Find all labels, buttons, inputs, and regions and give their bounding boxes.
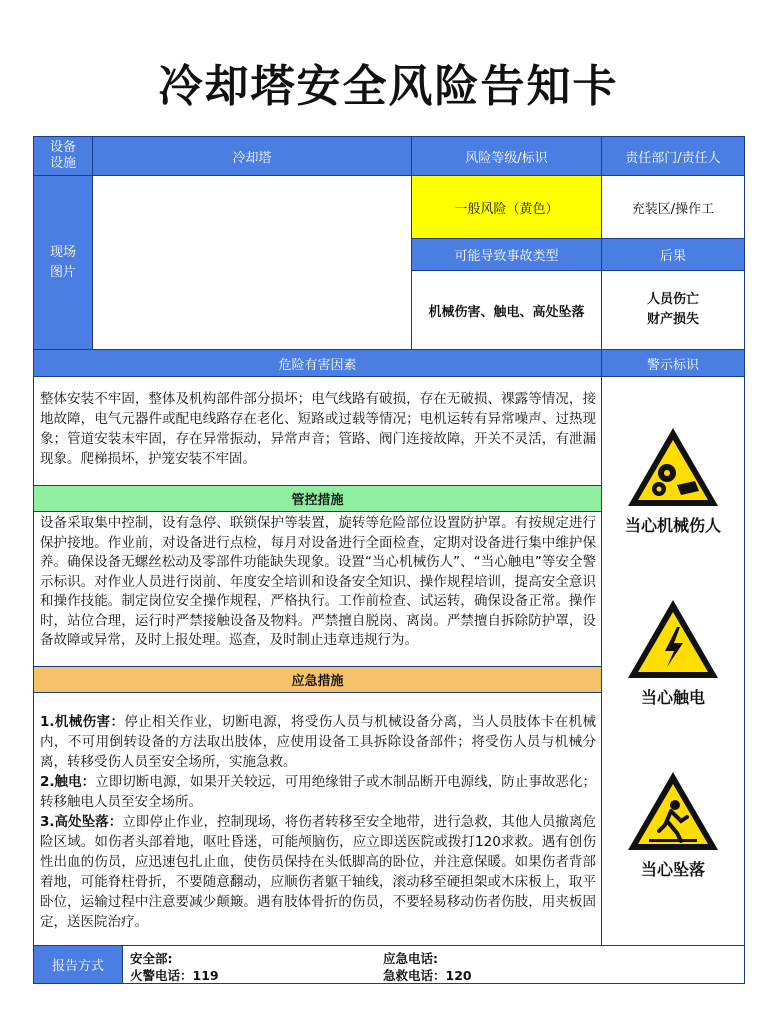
- emergency-item: [40, 812, 596, 932]
- aid-phone: 急救电话：120: [383, 968, 472, 983]
- report-label: 报告方式: [33, 945, 123, 984]
- accident-value: 机械伤害、触电、高处坠落: [411, 270, 602, 350]
- equipment-value: 冷却塔: [92, 136, 412, 176]
- emergency-item-text: 停止相关作业，切断电源，将受伤人员与机械设备分离，当人员肢体卡在机械内，不可用倒转设备的方法取出肢体，应使用设备工具拆除设备部件；将受伤人员与机械分离，转移受伤人员至安全场所，实施急救。: [40, 714, 596, 770]
- warning-sign-electric: [608, 597, 738, 708]
- emergency-item-text: 立即停止作业，控制现场，将伤者转移至安全地带，进行急救，其他人员撤离危险区域。如伤者头部着地，呕吐昏迷，可能颅脑伤，应立即送医院或拨打120求救。遇有创伤性出血的伤员，应迅速包扎止血，使伤员保持在头低脚高的卧位，并注意保暖。如果伤者背部着地，可能脊柱骨折，不要随意翻动，应顺伤者躯干轴线，滚动移至硬担架或木床板上，取平卧位，运输过程中注意要减少颠簸。遇有肢体骨折的伤员，不要轻易移动伤者伤肢，用夹板固定，送医院治疗。: [40, 814, 596, 930]
- emergency-list: [40, 712, 596, 932]
- emergency-item-label: 2.触电：: [40, 774, 96, 790]
- fire-phone: 火警电话：119: [130, 968, 219, 983]
- lightning-icon: [625, 597, 721, 681]
- control-text: 设备采取集中控制，设有急停、联锁保护等装置，旋转等危险部位设置防护罩。有按规定进行保护接地。作业前，对设备进行点检，每月对设备进行全面检查，定期对设备进行集中维护保养。确保设备无螺丝松动及零部件功能缺失现象。设置“当心机械伤人”、“当心触电”等安全警示标识。对作业人员进行岗前、年度安全培训和设备安全知识、操作规程培训，提高安全意识和操作技能。制定岗位安全操作规程，严格执行。工作前检查、试运转，确保设备正常。操作时，站位合理，运行时严禁接触设备及物料。严禁擅自脱岗、离岗。严禁擅自拆除防护罩，设备故障或异常，及时上报处理。巡查，及时制止违章违规行为。: [40, 515, 596, 648]
- equipment-label: 设备设施: [33, 136, 93, 176]
- emergency-phone: 应急电话:: [383, 951, 438, 966]
- consequence-line: 人员伤亡: [646, 292, 699, 307]
- consequence-value: [601, 270, 745, 350]
- emergency-title: 应急措施: [33, 666, 602, 693]
- dept-value: 充装区/操作工: [601, 175, 745, 239]
- hazard-title: 危险有害因素: [33, 349, 602, 377]
- falling-person-icon: [625, 769, 721, 853]
- photo-area: [92, 175, 412, 350]
- consequence-label: 后果: [601, 238, 745, 271]
- warning-sign-caption: 当心触电: [640, 688, 705, 707]
- warning-sign-caption: 当心坠落: [640, 860, 705, 879]
- emergency-item: [40, 712, 596, 772]
- card-title: 冷却塔安全风险告知卡: [158, 61, 619, 112]
- warning-sign-caption: 当心机械伤人: [624, 516, 721, 535]
- photo-label: 现场图片: [33, 175, 93, 350]
- accident-label: 可能导致事故类型: [411, 238, 602, 271]
- emergency-item: [40, 772, 596, 812]
- emergency-item-label: 1.机械伤害：: [40, 714, 125, 730]
- safety-dept: 安全部:: [130, 951, 173, 966]
- warning-title: 警示标识: [601, 349, 745, 377]
- emergency-item-text: 立即切断电源，如果开关较远，可用绝缘钳子或木制品断开电源线，防止事故恶化；转移触电人员至安全场所。: [40, 774, 596, 810]
- emergency-item-label: 3.高处坠落：: [40, 814, 123, 830]
- control-title: 管控措施: [33, 485, 602, 512]
- warning-sign-fall: [608, 769, 738, 880]
- gear-hand-icon: [625, 425, 721, 509]
- consequence-line: 财产损失: [646, 312, 699, 327]
- dept-label: 责任部门/责任人: [601, 136, 745, 176]
- warning-sign-mechanical: [608, 425, 738, 536]
- risk-level-value: 一般风险（黄色）: [411, 175, 602, 239]
- hazard-text: 整体安装不牢固，整体及机构部件部分损坏；电气线路有破损，存在无破损、裸露等情况，接地故障，电气元器件或配电线路存在老化、短路或过载等情况；电机运转有异常噪声、过热现象；管道安装未牢固，存在异常振动，异常声音；管路、阀门连接故障，开关不灵活，有泄漏现象。爬梯损坏，护笼安装不牢固。: [40, 391, 596, 467]
- risk-level-label: 风险等级/标识: [411, 136, 602, 176]
